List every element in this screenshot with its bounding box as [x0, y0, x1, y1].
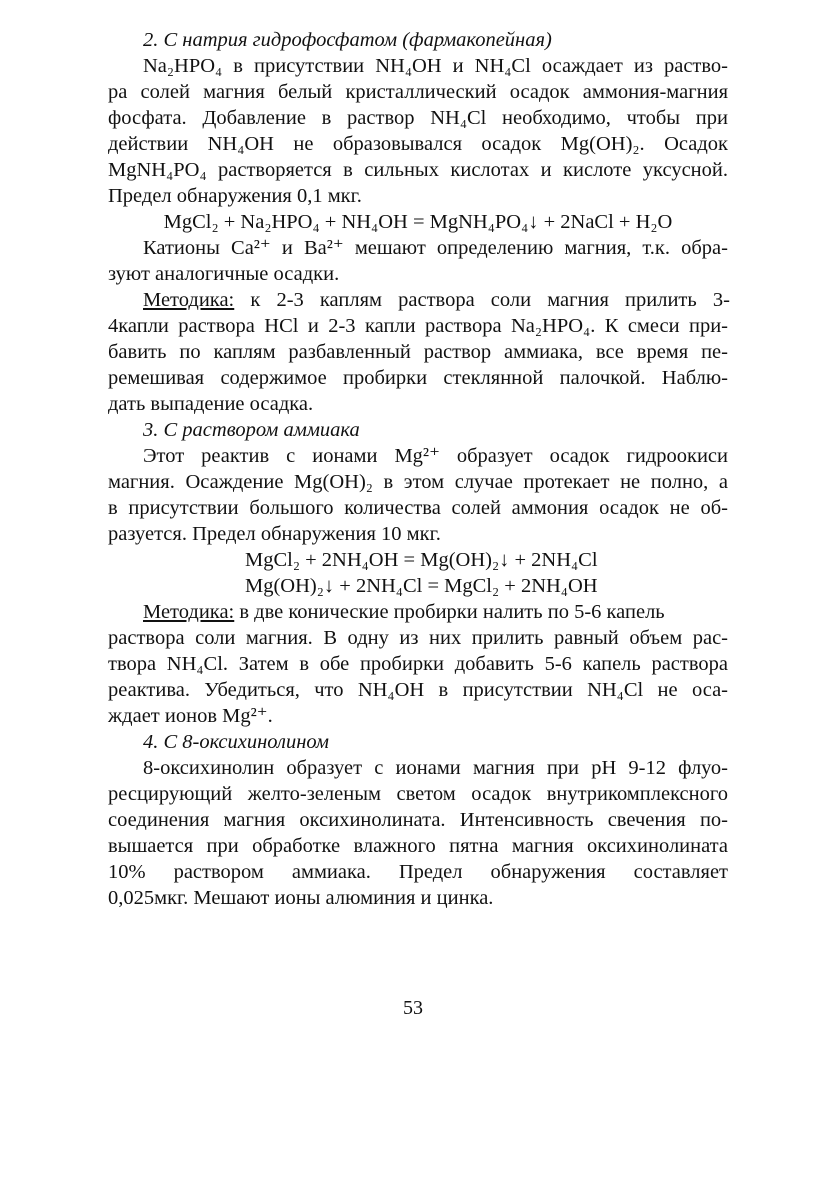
- text-line: соединения магния оксихинолината. Интенсивность свечения по-: [108, 809, 728, 831]
- method-line: [143, 599, 728, 625]
- text-line: действии NH₄OH не образовывался осадок Mg(OH)₂. Осадок: [108, 133, 728, 155]
- text-line: бавить по каплям разбавленный раствор аммиака, все время пе-: [108, 341, 728, 363]
- text-line: разуется. Предел обнаружения 10 мкг.: [108, 523, 441, 545]
- text-line: Этот реактив с ионами Mg²⁺ образует осадок гидроокиси: [143, 445, 728, 467]
- text-line: магния. Осаждение Mg(OH)₂ в этом случае протекает не полно, а: [108, 471, 728, 493]
- text-line: Na₂HPO₄ в присутствии NH₄OH и NH₄Cl осаждает из раство-: [143, 55, 728, 77]
- text-line: Катионы Ca²⁺ и Ba²⁺ мешают определению магния, т.к. обра-: [143, 237, 728, 259]
- method-text: к 2-3 каплям раствора соли магния прилить 3-: [234, 289, 730, 311]
- chemical-equation: MgCl₂ + Na₂HPO₄ + NH₄OH = MgNH₄PO₄↓ + 2NaCl + H₂O: [163, 211, 673, 233]
- text-line: дать выпадение осадка.: [108, 393, 314, 415]
- text-line: 8-оксихинолин образует с ионами магния при pH 9-12 флуо-: [143, 757, 728, 779]
- section-heading-3: 3. С раствором аммиака: [143, 419, 360, 441]
- chemical-equation: Mg(OH)₂↓ + 2NH₄Cl = MgCl₂ + 2NH₄OH: [245, 575, 598, 597]
- page-number: 53: [403, 997, 423, 1019]
- text-line: фосфата. Добавление в раствор NH₄Cl необходимо, чтобы при: [108, 107, 728, 129]
- method-line: [143, 287, 728, 313]
- method-label: Методика:: [143, 289, 235, 311]
- text-line: зуют аналогичные осадки.: [108, 263, 340, 285]
- text-line: ресцирующий желто-зеленым светом осадок внутрикомплексного: [108, 783, 728, 805]
- text-line: MgNH₄PO₄ растворяется в сильных кислотах и кислоте уксусной.: [108, 159, 728, 181]
- chemical-equation: MgCl₂ + 2NH₄OH = Mg(OH)₂↓ + 2NH₄Cl: [245, 549, 598, 571]
- text-line: твора NH₄Cl. Затем в обе пробирки добавить 5-6 капель раствора: [108, 653, 728, 675]
- text-line: 4капли раствора HCl и 2-3 капли раствора Na₂HPO₄. К смеси при-: [108, 315, 728, 337]
- text-line: в присутствии большого количества солей аммония осадок не об-: [108, 497, 728, 519]
- text-line: ждает ионов Mg²⁺.: [108, 705, 273, 727]
- text-line: ремешивая содержимое пробирки стеклянной палочкой. Наблю-: [108, 367, 728, 389]
- text-line: ра солей магния белый кристаллический осадок аммония-магния: [108, 81, 728, 103]
- text-line: реактива. Убедиться, что NH₄OH в присутствии NH₄Cl не оса-: [108, 679, 728, 701]
- text-line: Предел обнаружения 0,1 мкг.: [108, 185, 362, 207]
- method-text: в две конические пробирки налить по 5-6 капель: [234, 601, 665, 623]
- text-line: раствора соли магния. В одну из них прилить равный объем рас-: [108, 627, 728, 649]
- section-heading-2: 2. С натрия гидрофосфатом (фармакопейная): [143, 29, 552, 51]
- section-heading-4: 4. С 8-оксихинолином: [143, 731, 329, 753]
- method-label: Методика:: [143, 601, 235, 623]
- text-line: 0,025мкг. Мешают ионы алюминия и цинка.: [108, 887, 494, 909]
- text-line: 10% раствором аммиака. Предел обнаружения составляет: [108, 861, 728, 883]
- text-line: вышается при обработке влажного пятна магния оксихинолината: [108, 835, 728, 857]
